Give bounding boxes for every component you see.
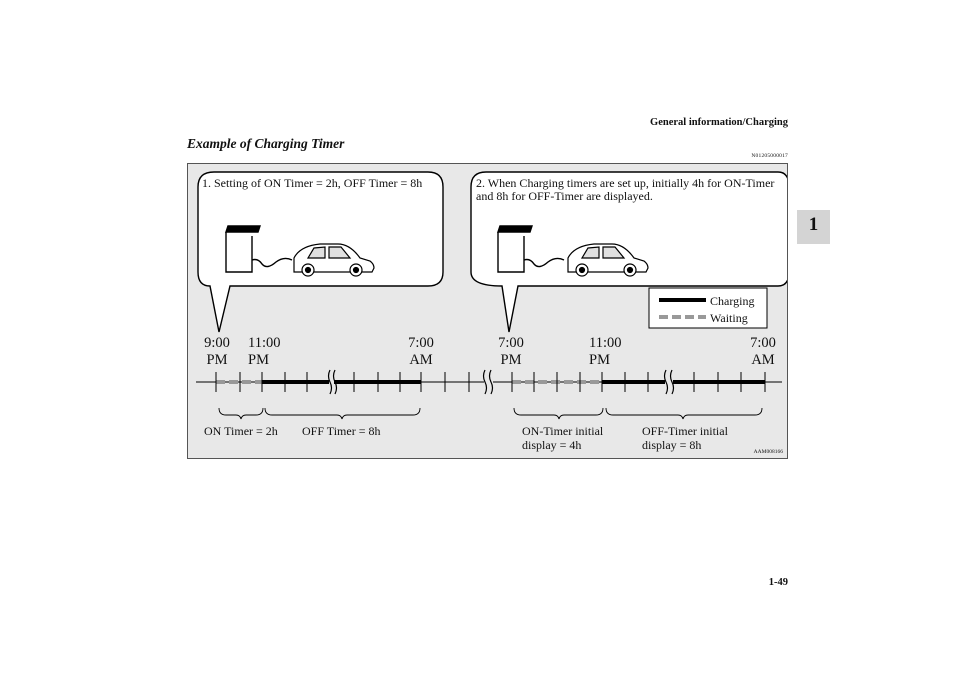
page-number: 1-49 — [768, 577, 788, 588]
time-label-7am: 7:00 AM — [408, 335, 434, 368]
time-label-11pm: 11:00 PM — [248, 335, 281, 368]
legend-waiting-label: Waiting — [710, 311, 748, 325]
page-title: Example of Charging Timer — [187, 136, 345, 151]
chapter-number: 1 — [808, 214, 819, 235]
bubble-1-text: 1. Setting of ON Timer = 2h, OFF Timer = 8h — [202, 176, 423, 190]
bubble-2-text-line-2: and 8h for OFF-Timer are displayed. — [476, 189, 653, 203]
off-timer-initial-label: OFF-Timer initial display = 8h — [642, 424, 728, 452]
off-timer-label: OFF Timer = 8h — [302, 424, 381, 438]
figure-code: AAM008166 — [753, 449, 783, 455]
on-timer-initial-label: ON-Timer initial display = 4h — [522, 424, 604, 452]
legend-charging-label: Charging — [710, 294, 755, 308]
reference-code: N01205000017 — [751, 153, 788, 159]
charging-timer-figure — [187, 163, 788, 459]
time-label-7am-2: 7:00 AM — [750, 335, 776, 368]
time-label-7pm: 7:00 PM — [498, 335, 524, 368]
bubble-2-text-line-1: 2. When Charging timers are set up, initially 4h for ON-Timer — [476, 176, 775, 190]
time-label-9pm: 9:00 PM — [204, 335, 230, 368]
section-header: General information/Charging — [650, 117, 788, 128]
timer-braces — [219, 408, 762, 419]
timeline — [196, 370, 782, 394]
time-label-11pm-2: 11:00 PM — [589, 335, 622, 368]
on-timer-label: ON Timer = 2h — [204, 424, 278, 438]
figure-illustration — [188, 164, 788, 459]
